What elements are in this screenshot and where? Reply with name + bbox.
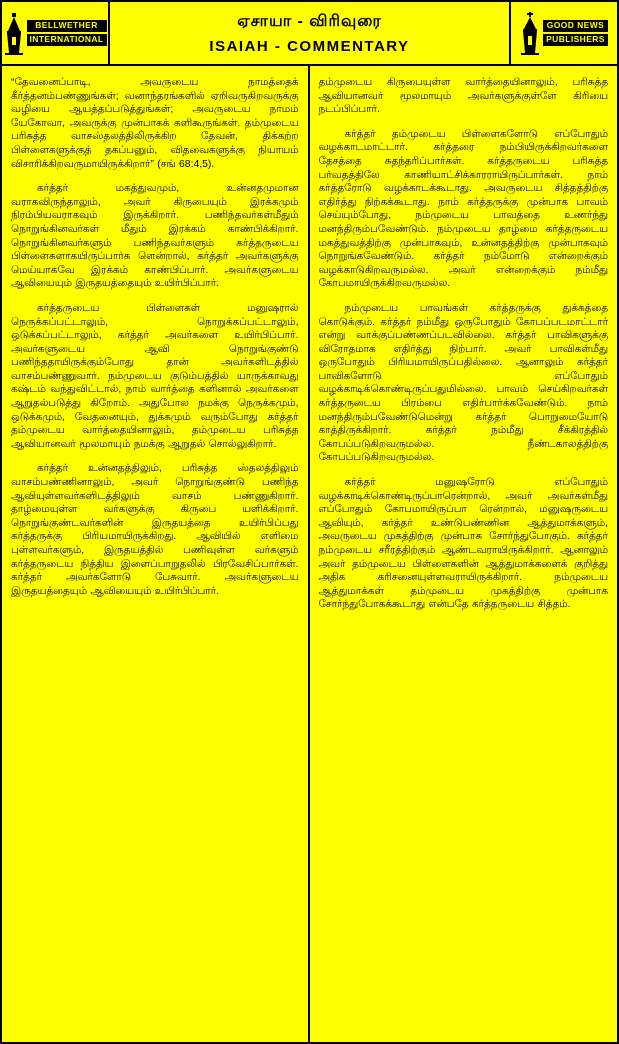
publisher-logo-right bbox=[509, 2, 617, 64]
logo-right-line2: PUBLISHERS bbox=[543, 34, 608, 46]
paragraph: கர்த்தர் தம்முடைய பிள்ளைகளோடு எப்போதும் வழக்காடமாட்டார். கர்த்தரை நம்பியிருக்கிறவர்களை தேசத்தை சுதந்தரிப்பார்கள். கர்த்தருடைய பரிசுத்த பர்வதத்திலே காணியாட்சிக்காரராயிருப்பார்கள். நாம் கர்த்தரோடு வழக்காடக்கூடாது. அவருடைய சித்தத்திற்கு எதிர்த்து நிற்கக்கூடாது. நாம் கர்த்தருக்கு முன்பாக பாவம் செய்யும்போது, நம்முடைய பாவத்தை உணர்ந்து மனந்திரும்பவேண்டும். நம்முடைய தாழ்மை கர்த்தருடைய மகத்துவத்திற்கு முன்பாகவும், உன்னதத்திற்கு முன்பாகவும் நொறுங்கவேண்டும். கர்த்தர் நம்மோடு என்றைக்கும் வழக்காடுகிறவருமல்ல. அவர் என்றைக்கும் நம்மீது கோபமாயிருக்கிறவருமல்ல. bbox=[318, 128, 608, 290]
paragraph: நம்முடைய பாவங்கள் கர்த்தருக்கு துக்கத்தை கொடுக்கும். கர்த்தர் நம்மீது ஒருபோதும் கோபப்படமாட்டார் என்று வாக்குப்பண்ணப்படவில்லை. கர்த்தர் பாவிகளுக்கு விரோதமாக எதிர்த்து நிற்பார். அவர் பாவிகள்மீது ஒருபோதும் பிரியமாயிருப்பதில்லை. ஆனாலும் கர்த்தர் பாவிகளோடு எப்போதும் வழக்காடிக்கொண்டிருப்பதுமில்லை. பாவம் செய்கிறவர்கள் கர்த்தருடைய பிரம்பை எதிர்பார்க்கவேண்டும். நாம் மனந்திரும்பவேண்டுமென்று கர்த்தர் பொறுமையோடு காத்திருக்கிறார். கர்த்தர் நம்மீது சீக்கிரத்தில் கோபப்படுகிறவருமல்ல. நீண்டகாலத்திற்கு கோபப்படுகிறவருமல்ல. bbox=[318, 302, 608, 464]
paragraph: கர்த்தருடைய பிள்ளைகள் மனுஷரால் நெருக்கப்பட்டாலும், நொறுக்கப்பட்டாலும், ஒடுக்கப்பட்டாலும், கர்த்தர் அவர்களை உயிர்பிப்பார். அவர்களுடைய ஆவி நொறுங்குண்டு பணிந்ததாயிருக்கும்போது தான் அவர்களிடத்தில் வாசம்பண்ணுவார். நம்முடைய குடும்பத்தில் யாருக்காவது கஷ்டம் வந்துவிட்டால், நாம் வார்த்தை களினால் அவர்களை ஆறுதல்படுத்து கிறோம். அதுபோல நமக்கு நெருக்கமும், ஒடுக்கமும், வேதனையும், துக்கமும் வரும்போது கர்த்தர் தம்முடைய வார்த்தையினாலும், தம்முடைய பரிசுத்த ஆவியானவர் மூலமாயும் நமக்கு ஆறுதல் சொல்லுகிறார். bbox=[11, 302, 299, 450]
page-title-tamil: ஏசாயா - விரிவுரை bbox=[237, 12, 382, 30]
logo-left-line1: BELLWETHER bbox=[27, 20, 107, 32]
publisher-logo-left bbox=[2, 2, 110, 64]
paragraph: கர்த்தர் மகத்துவமும், உன்னதமுமான வராகவிருந்தாலும், அவர் கிருபையும் இரக்கமும் நிரம்பியவராகவும் இருக்கிறார். பணிந்தவர்கள்மீதும் நொறுங்கினவர்கள் மீதும் இரக்கம் காண்பிக்கிறார். நொறுங்கினவர்களும் பணிந்தவர்களும் கர்த்தருடைய பிள்ளைகளாகயிருப்பார்க ளென்றால், கர்த்தர் அவர்களுக்கு மெய்யாகவே இரக்கம் காண்பிப்பார். அவர்களுடைய ஆவியையும் இருதயத்தையும் உயிர்பிப்பார். bbox=[11, 183, 299, 290]
paragraph: கர்த்தர் மனுஷரோடு எப்போதும் வழக்காடிக்கொண்டிருப்பாரென்றால், அவர் அவர்கள்மீது எப்போதும் கோபமாயிருப்பா ரென்றால், மனுஷருடைய ஆவியும், கர்த்தர் உண்டுபண்ணின ஆத்துமாக்களும், அவருடைய முகத்திற்கு முன்பாக சோர்ந்துபோகும். கர்த்தர் நம்முடைய சரீரத்திற்கும் ஆண்டவராயிருக்கிறார். ஆனாலும் அவர் தம்முடைய பிள்ளைகளின் ஆத்துமாக்களைக் குறித்து அதிக கரிசனையுள்ளவராயிருக்கிறார். நம்முடைய ஆத்துமாக்கள் தம்முடைய முகத்திற்கு முன்பாக சோர்ந்துபோகக்கூடாது என்பதே கர்த்தருடைய சித்தம். bbox=[318, 477, 608, 611]
page-header bbox=[2, 2, 617, 66]
page-title bbox=[110, 2, 509, 64]
column-left bbox=[2, 66, 310, 1044]
logo-right-line1: GOOD NEWS bbox=[543, 20, 608, 32]
column-right bbox=[310, 66, 618, 1044]
paragraph: கர்த்தர் உன்னதத்திலும், பரிசுத்த ஸ்தலத்திலும் வாசம்பண்ணினாலும், அவர் நொறுங்குண்டு பணிந்த ஆவியுள்ளவர்களிடத்திலும் வாசம் பண்ணுகிறார். தாழ்மையுள்ள வர்களுக்கு கிருபை யளிக்கிறார். நொறுங்குண்டவர்களின் இருதயத்தை உயிர்பிப்பது கர்த்தருக்கு பிரியமாயிருக்கிறது. ஆவியில் எளிமை புள்ளவர்களும், இருதயத்தில் பணிவுள்ள வர்களும் கர்த்தருடைய நித்திய இளைப்பாறுதலில் பிரவேசிப்பார்கள். கர்த்தர் அவர்களோடு பேசுவார். அவர்களுடைய இருதயத்தையும் ஆவியையும் உயிர்பிப்பார். bbox=[11, 463, 299, 597]
church-tower-icon bbox=[520, 11, 540, 55]
logo-left-line2: INTERNATIONAL bbox=[27, 34, 107, 46]
bell-tower-icon bbox=[4, 11, 24, 55]
paragraph: தம்முடைய கிருபையுள்ள வார்த்தையினாலும், பரிசுத்த ஆவியானவர் மூலமாயும் அவர்களுக்குள்ளே கிரியை நடப்பிப்பார். bbox=[318, 77, 608, 116]
paragraph: “தேவனைப்பாடி, அவருடைய நாமத்தைக் கீர்த்தனம்பண்ணுங்கள்; வனாந்தரங்களில் ஏறிவருகிறவருக்கு வழியை ஆயத்தப்படுத்துங்கள்; அவருடைய நாமம் யேகோவா, அவருக்கு முன்பாகக் களிகூருங்கள். தம்முடைய பரிசுத்த வாசஸ்தலத்திலிருக்கிற தேவன், திக்கற்ற பிள்ளைகளுக்குத் தகப்பனும், விதவைகளுக்கு நியாயம் விசாரிக்கிறவருமாயிருக்கிறார்” (சங் 68:4,5). bbox=[11, 77, 299, 170]
commentary-body bbox=[2, 66, 617, 1044]
page-title-english: ISAIAH - COMMENTARY bbox=[209, 37, 410, 55]
